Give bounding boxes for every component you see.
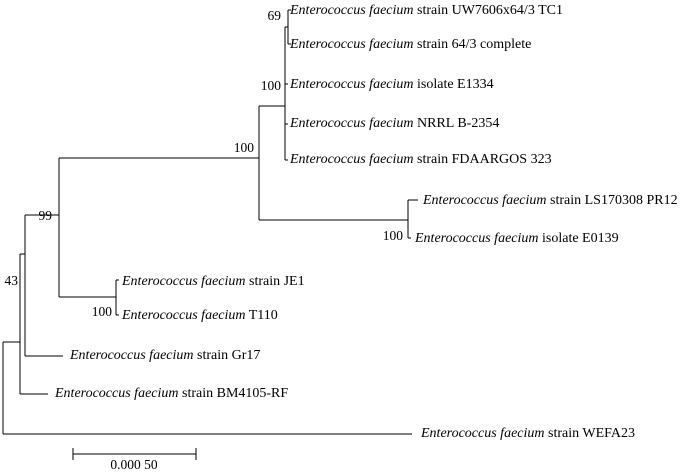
leaf-label-fdaargos: Enterococcus faecium strain FDAARGOS 323 — [290, 152, 552, 168]
leaf-label-e0139: Enterococcus faecium isolate E0139 — [415, 231, 619, 247]
bootstrap-value-large-clade: 100 — [233, 140, 254, 155]
leaf-label-e1334: Enterococcus faecium isolate E1334 — [290, 77, 494, 93]
leaf-label-gr17: Enterococcus faecium strain Gr17 — [70, 348, 261, 364]
scale-bar — [73, 448, 196, 472]
leaf-label-wefa23: Enterococcus faecium strain WEFA23 — [421, 426, 635, 442]
tree-branches — [3, 10, 418, 434]
bootstrap-value-43: 43 — [4, 273, 18, 288]
bootstrap-value-fdaargos-clade: 100 — [260, 78, 281, 93]
leaf-labels — [54, 3, 678, 441]
leaf-label-je1: Enterococcus faecium strain JE1 — [122, 274, 305, 290]
leaf-label-ls170308: Enterococcus faecium strain LS170308 PR12 — [423, 193, 678, 209]
bootstrap-value-ls170308-e0139: 100 — [382, 228, 403, 243]
leaf-label-bm4105: Enterococcus faecium strain BM4105-RF — [55, 386, 289, 402]
leaf-label-uw7606: Enterococcus faecium strain UW7606x64/3 TC1 — [290, 3, 563, 19]
bootstrap-value-99: 99 — [38, 208, 52, 223]
bootstrap-value-je1-t110: 100 — [91, 304, 112, 319]
leaf-label-64-3: Enterococcus faecium strain 64/3 complete — [290, 37, 532, 53]
leaf-label-t110: Enterococcus faecium T110 — [122, 308, 278, 324]
leaf-label-nrrl: Enterococcus faecium NRRL B-2354 — [290, 116, 500, 132]
scale-bar-label: 0.000 50 — [110, 457, 158, 472]
bootstrap-value-uw7606-64-3: 69 — [267, 8, 281, 23]
